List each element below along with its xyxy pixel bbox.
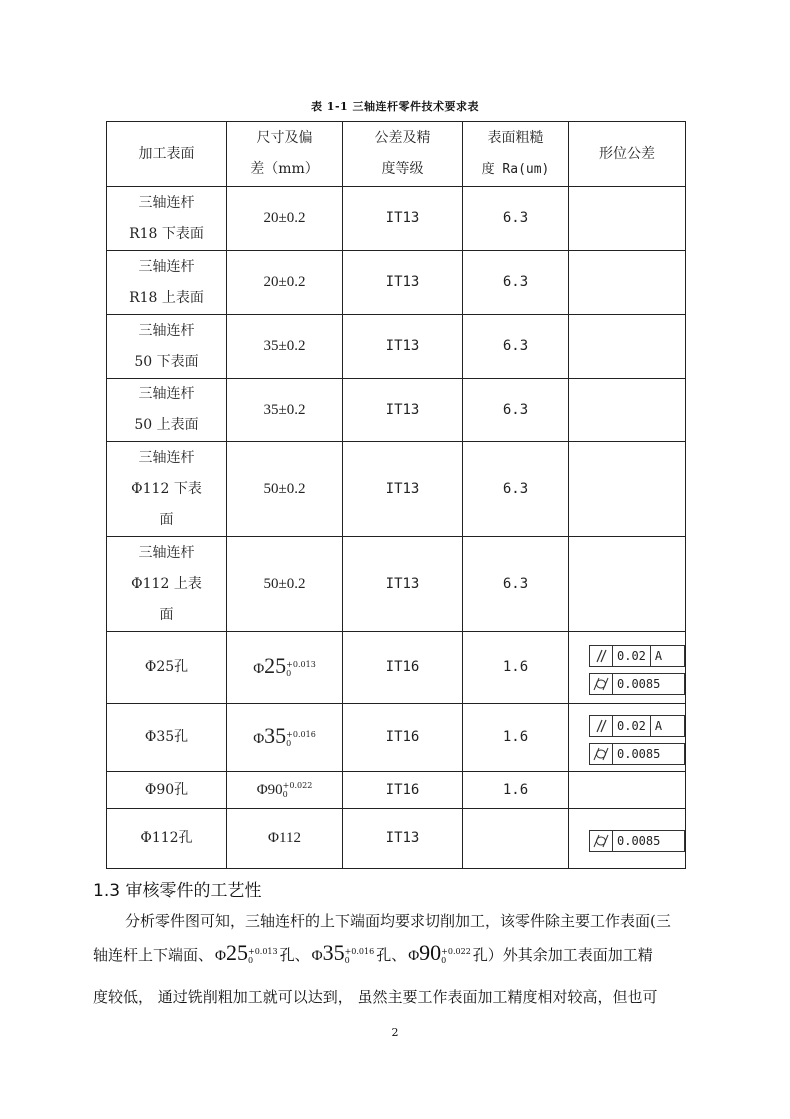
parallelism-icon <box>592 648 610 664</box>
header-size-line1: 尺寸及偏 <box>256 130 313 146</box>
upper-deviation: +0.016 <box>286 730 316 739</box>
cell-surface <box>107 809 227 869</box>
cell-roughness: 6.3 <box>463 379 569 442</box>
cell-surface <box>107 537 227 632</box>
cell-size <box>227 379 343 442</box>
cell-roughness: 6.3 <box>463 537 569 632</box>
table-row <box>107 251 686 315</box>
cell-form-tolerance <box>569 251 686 315</box>
header-tol-line2: 度等级 <box>381 161 424 177</box>
diameter-symbol: Φ <box>253 731 265 747</box>
feature-control-frames <box>569 826 685 852</box>
lower-deviation: 0 <box>282 789 288 799</box>
cell-surface <box>107 632 227 704</box>
cell-tolerance-grade: IT16 <box>343 704 463 772</box>
cell-size <box>227 315 343 379</box>
table-row <box>107 442 686 537</box>
fcf-value: 0.0085 <box>617 833 661 848</box>
feature-control-frame <box>589 743 685 765</box>
cell-tolerance-grade: IT13 <box>343 187 463 251</box>
fcf-symbol-cell <box>590 716 613 736</box>
dimension-base: 25 <box>264 653 287 678</box>
parallelism-icon <box>592 718 610 734</box>
table-caption: 表 1-1 三轴连杆零件技术要求表 <box>310 100 480 113</box>
surface-line: Φ112 下表 <box>131 480 202 497</box>
cell-size <box>227 632 343 704</box>
cell-surface <box>107 704 227 772</box>
toleranced-dimension <box>215 940 278 965</box>
cell-form-tolerance <box>569 315 686 379</box>
surface-line: 三轴连杆 <box>138 322 195 339</box>
surface-line: 50 上表面 <box>134 417 199 433</box>
surface-line: Φ35孔 <box>144 729 189 745</box>
para-text: 孔）外其余加工表面加工精 <box>472 946 653 964</box>
feature-control-frame <box>589 830 685 852</box>
cell-tolerance-grade: IT13 <box>343 251 463 315</box>
deviation-stack <box>286 730 316 748</box>
fcf-symbol-cell <box>590 744 613 764</box>
lower-deviation: 0 <box>247 956 254 965</box>
dimension-base: 35 <box>264 723 287 748</box>
deviation-stack <box>286 660 316 678</box>
para-text: 轴连杆上下端面、 <box>93 946 214 964</box>
toleranced-dimension <box>253 723 316 748</box>
cell-form-tolerance <box>569 632 686 704</box>
para-text: 孔、 <box>279 946 310 964</box>
cell-tolerance-grade: IT13 <box>343 537 463 632</box>
fcf-value: 0.02 <box>613 716 651 736</box>
feature-control-frames <box>569 641 685 695</box>
cylindricity-icon <box>592 746 610 762</box>
fcf-value: 0.02 <box>613 646 651 666</box>
surface-line: 50 下表面 <box>134 353 199 370</box>
surface-line: 面 <box>159 606 174 623</box>
upper-deviation: +0.022 <box>441 947 471 956</box>
diameter-symbol: Φ <box>311 948 323 964</box>
lower-deviation: 0 <box>344 956 350 965</box>
cell-size <box>227 537 343 632</box>
feature-control-frame <box>589 673 685 695</box>
paragraph-line-3: 度较低， 通过铣削粗加工就可以达到， 虽然主要工作表面加工精度相对较高，但也可 <box>93 988 658 1006</box>
cell-roughness: 1.6 <box>463 772 569 809</box>
surface-line: 面 <box>159 511 174 528</box>
cell-surface <box>107 379 227 442</box>
cell-surface <box>107 442 227 537</box>
table-row <box>107 187 686 251</box>
cell-size <box>227 251 343 315</box>
surface-line: Φ90孔 <box>144 781 189 798</box>
upper-deviation: +0.022 <box>282 780 313 790</box>
size-value: Φ112 <box>268 830 301 846</box>
cell-tolerance-grade: IT13 <box>343 379 463 442</box>
cell-surface <box>107 772 227 809</box>
diameter-symbol: Φ <box>408 948 420 964</box>
cell-tolerance-grade: IT16 <box>343 632 463 704</box>
surface-line: R18 上表面 <box>129 289 204 306</box>
toleranced-dimension <box>311 940 375 965</box>
size-value: 50±0.2 <box>263 575 306 592</box>
cell-roughness: 6.3 <box>463 251 569 315</box>
header-surface: 加工表面 <box>107 122 227 187</box>
cell-form-tolerance <box>569 772 686 809</box>
header-form-tolerance: 形位公差 <box>569 122 686 187</box>
cell-form-tolerance <box>569 187 686 251</box>
cell-tolerance-grade: IT13 <box>343 442 463 537</box>
surface-line: Φ25孔 <box>144 659 189 675</box>
para-text: 孔、 <box>376 946 407 964</box>
table-row <box>107 315 686 379</box>
surface-line: 三轴连杆 <box>138 194 195 211</box>
feature-control-frame <box>589 715 685 737</box>
cylindricity-icon <box>592 833 610 849</box>
cell-roughness <box>463 809 569 869</box>
feature-control-frames <box>569 711 685 765</box>
surface-line: 三轴连杆 <box>138 544 195 561</box>
cylindricity-icon <box>592 676 610 692</box>
surface-line: Φ112孔 <box>140 830 193 846</box>
diameter-symbol: Φ <box>256 781 268 798</box>
diameter-symbol: Φ <box>215 948 226 964</box>
surface-line: R18 下表面 <box>129 225 204 242</box>
deviation-stack <box>441 947 471 965</box>
upper-deviation: +0.016 <box>344 947 375 956</box>
table-row <box>107 704 686 772</box>
tech-requirements-table <box>106 121 686 869</box>
surface-line: 三轴连杆 <box>138 258 195 275</box>
cell-roughness: 6.3 <box>463 442 569 537</box>
table-row <box>107 809 686 869</box>
fcf-symbol-cell <box>590 646 613 666</box>
deviation-stack <box>345 947 375 965</box>
cell-surface <box>107 187 227 251</box>
header-ra-line2: 度 Ra(um) <box>481 162 550 177</box>
fcf-value: 0.0085 <box>617 676 661 691</box>
toleranced-dimension <box>253 653 316 678</box>
lower-deviation: 0 <box>286 739 292 748</box>
cell-tolerance-grade: IT13 <box>343 809 463 869</box>
size-value: 20±0.2 <box>263 274 306 290</box>
toleranced-dimension <box>257 782 313 798</box>
size-value: 20±0.2 <box>263 210 306 226</box>
fcf-symbol-cell <box>590 831 613 851</box>
cell-roughness: 1.6 <box>463 704 569 772</box>
cell-roughness: 1.6 <box>463 632 569 704</box>
deviation-stack <box>248 947 278 965</box>
lower-deviation: 0 <box>441 956 447 965</box>
surface-line: 三轴连杆 <box>138 449 195 466</box>
table-row <box>107 772 686 809</box>
toleranced-dimension <box>408 940 471 965</box>
upper-deviation: +0.013 <box>247 947 278 956</box>
cell-tolerance-grade: IT13 <box>343 315 463 379</box>
table-row <box>107 379 686 442</box>
table-body <box>107 187 686 869</box>
dimension-base: 90 <box>267 781 283 798</box>
dimension-base: 35 <box>322 940 345 965</box>
deviation-stack <box>283 781 313 799</box>
header-tol-line1: 公差及精 <box>374 130 431 146</box>
dimension-base: 90 <box>419 940 442 965</box>
header-roughness <box>463 122 569 187</box>
upper-deviation: +0.013 <box>286 660 316 669</box>
table-row <box>107 537 686 632</box>
size-value: 35±0.2 <box>263 401 306 418</box>
dimension-base: 25 <box>225 940 248 965</box>
surface-line: Φ112 上表 <box>131 575 202 592</box>
diameter-symbol: Φ <box>253 661 265 677</box>
size-value: 35±0.2 <box>263 338 306 354</box>
cell-roughness: 6.3 <box>463 315 569 379</box>
cell-surface <box>107 315 227 379</box>
surface-line: 三轴连杆 <box>138 386 195 402</box>
header-size-line2: 差（mm） <box>250 161 319 177</box>
cell-form-tolerance <box>569 704 686 772</box>
fcf-datum: A <box>654 648 663 663</box>
lower-deviation: 0 <box>286 669 292 678</box>
cell-form-tolerance <box>569 442 686 537</box>
table-header-row <box>107 122 686 187</box>
header-tolerance <box>343 122 463 187</box>
page-number: 2 <box>391 1026 399 1039</box>
cell-size <box>227 809 343 869</box>
feature-control-frame <box>589 645 685 667</box>
paragraph-line-2 <box>93 940 693 965</box>
cell-size <box>227 704 343 772</box>
fcf-datum: A <box>654 718 663 733</box>
cell-size <box>227 187 343 251</box>
cell-tolerance-grade: IT16 <box>343 772 463 809</box>
fcf-symbol-cell <box>590 674 613 694</box>
cell-size <box>227 442 343 537</box>
cell-form-tolerance <box>569 537 686 632</box>
paragraph-line-1: 分析零件图可知，三轴连杆的上下端面均要求切削加工，该零件除主要工作表面(三 <box>125 912 671 930</box>
table-row <box>107 632 686 704</box>
header-size <box>227 122 343 187</box>
cell-surface <box>107 251 227 315</box>
cell-form-tolerance <box>569 809 686 869</box>
cell-size <box>227 772 343 809</box>
header-ra-line1: 表面粗糙 <box>487 130 544 146</box>
cell-roughness: 6.3 <box>463 187 569 251</box>
size-value: 50±0.2 <box>263 480 306 497</box>
section-title: 1.3 审核零件的工艺性 <box>93 881 262 901</box>
cell-form-tolerance <box>569 379 686 442</box>
fcf-value: 0.0085 <box>617 746 661 761</box>
